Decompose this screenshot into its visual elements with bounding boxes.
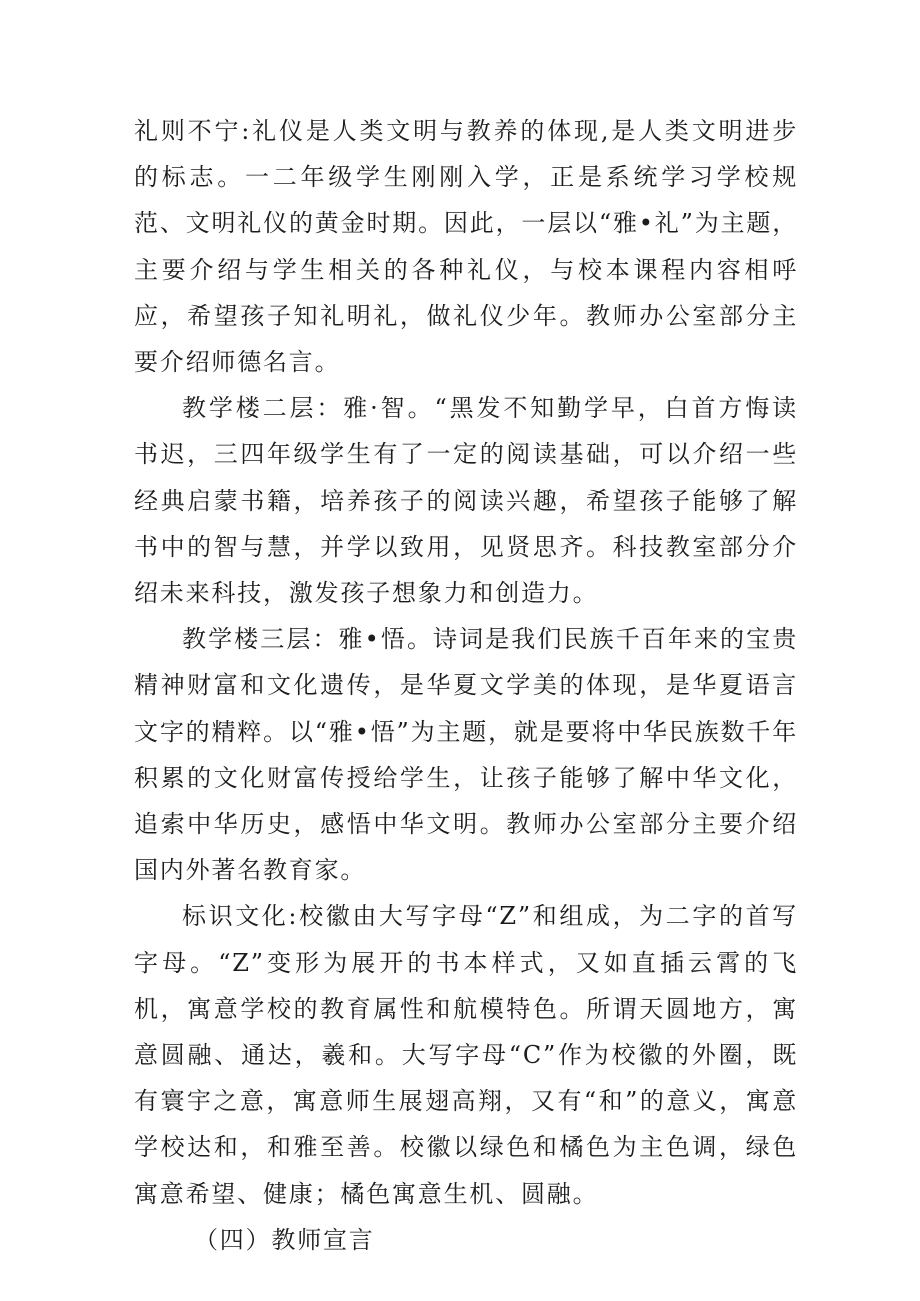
paragraph-etiquette: 礼则不宁:礼仪是人类文明与教养的体现,是人类文明进步的标志。一二年级学生刚刚入学，正是系统学习学校规范、文明礼仪的黄金时期。因此，一层以“雅•礼”为主题，主要介绍与学生相关的各种礼仪，与校本课程内容相呼应，希望孩子知礼明礼，做礼仪少年。教师办公室部分主要介绍师德名言。 bbox=[134, 117, 798, 377]
paragraph-floor-three: 教学楼三层：雅•悟。诗词是我们民族千百年来的宝贵精神财富和文化遗传，是华夏文学美的体现，是华夏语言文字的精粹。以“雅•悟”为主题，就是要将中华民族数千年积累的文化财富传授给学生，让孩子能够了解中华文化，追索中华历史，感悟中华文明。教师办公室部分主要介绍国内外著名教育家。 bbox=[134, 625, 798, 885]
paragraph-floor-two: 教学楼二层：雅·智。“黑发不知勤学早，白首方悔读书迟，三四年级学生有了一定的阅读基础，可以介绍一些经典启蒙书籍，培养孩子的阅读兴趣，希望孩子能够了解书中的智与慧，并学以致用，见贤思齐。科技教室部分介绍未来科技，激发孩子想象力和创造力。 bbox=[134, 394, 798, 608]
paragraph-emblem-culture: 标识文化:校徽由大写字母“Z”和组成，为二字的首写字母。“Z”变形为展开的书本样式，又如直插云霄的飞机，寓意学校的教育属性和航模特色。所谓天圆地方，寓意圆融、通达，羲和。大写字母“C”作为校徽的外圈，既有寰宇之意，寓意师生展翅高翔，又有“和”的意义，寓意学校达和，和雅至善。校徽以绿色和橘色为主色调，绿色寓意希望、健康；橘色寓意生机、圆融。 bbox=[134, 902, 798, 1208]
document-body bbox=[134, 108, 798, 1263]
section-heading: （四）教师宣言 bbox=[194, 1225, 375, 1254]
